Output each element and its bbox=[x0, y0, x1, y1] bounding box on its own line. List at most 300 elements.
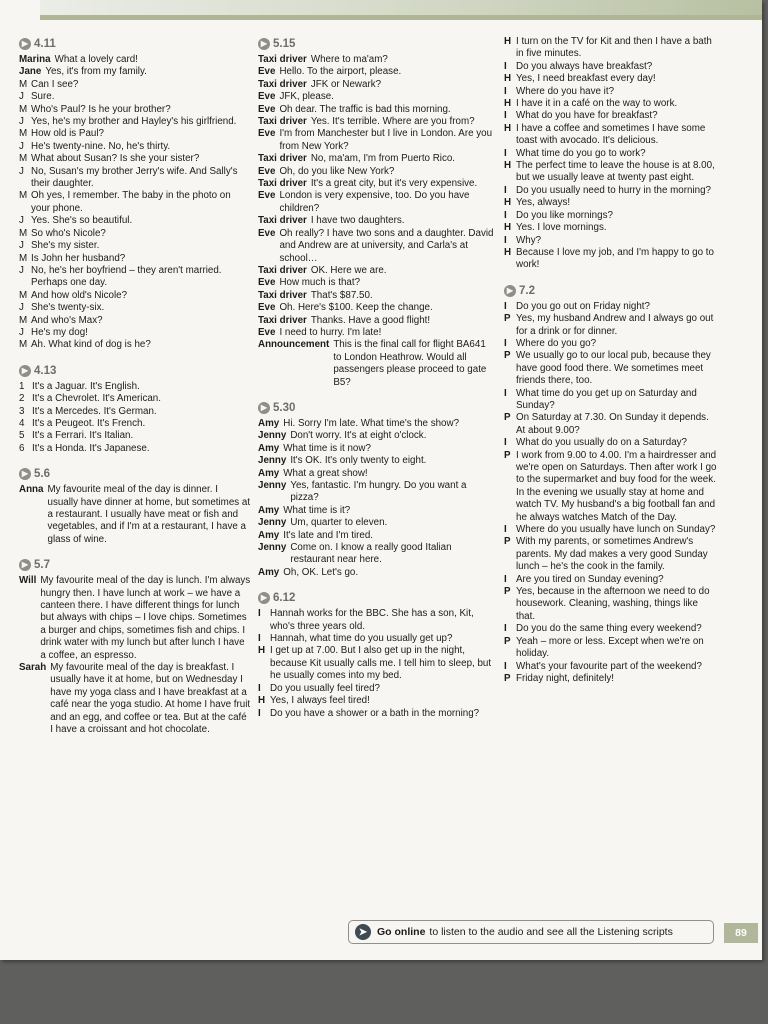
dialogue-line bbox=[504, 536, 718, 573]
transcript-section bbox=[258, 400, 496, 579]
dialogue-line bbox=[258, 66, 496, 78]
section-heading[interactable] bbox=[504, 283, 718, 299]
speaker-label: Amy bbox=[258, 529, 280, 541]
speaker-label: Taxi driver bbox=[258, 289, 307, 301]
speaker-label: Eve bbox=[258, 128, 276, 140]
line-text: And how old's Nicole? bbox=[31, 289, 128, 301]
speaker-label: 2 bbox=[19, 393, 25, 405]
transcript-section bbox=[19, 36, 251, 352]
speaker-label: H bbox=[504, 73, 512, 85]
line-text: Where to ma'am? bbox=[310, 54, 388, 65]
dialogue-line bbox=[258, 228, 496, 265]
speaker-label: P bbox=[504, 313, 511, 325]
line-text: What a great show! bbox=[283, 467, 368, 479]
track-number: 5.30 bbox=[273, 401, 296, 414]
speaker-label: H bbox=[258, 695, 266, 707]
line-text: I work from 9.00 to 4.00. I'm a hairdresser and we're open on Saturdays. Then after work I go to the supermarket and buy food for the week. In the evening we usually stay at home and watch TV. My husband's a big football fan and he always watches Match of the Day. bbox=[516, 449, 717, 523]
speaker-label: M bbox=[19, 339, 28, 351]
dialogue-line bbox=[19, 406, 251, 418]
speaker-label: I bbox=[504, 524, 507, 536]
speaker-label: Amy bbox=[258, 467, 280, 479]
dialogue-line bbox=[258, 166, 496, 178]
line-text: Are you tired on Sunday evening? bbox=[516, 573, 664, 585]
line-text: What about Susan? Is she your sister? bbox=[31, 153, 200, 165]
line-text: I have a coffee and sometimes I have some toast with avocado. It's delicious. bbox=[516, 122, 706, 147]
track-number: 6.12 bbox=[273, 592, 296, 605]
dialogue-line bbox=[258, 178, 496, 190]
speaker-label: P bbox=[504, 412, 511, 424]
speaker-label: I bbox=[504, 184, 507, 196]
line-text: Where do you go? bbox=[516, 337, 597, 349]
dialogue-line bbox=[258, 468, 496, 480]
dialogue-line bbox=[19, 141, 251, 153]
speaker-label: Taxi driver bbox=[258, 153, 307, 165]
dialogue-line bbox=[258, 54, 496, 66]
transcript-section bbox=[504, 283, 718, 686]
dialogue-line bbox=[504, 524, 718, 536]
line-text: What time is it now? bbox=[283, 442, 371, 454]
dialogue-line bbox=[504, 110, 718, 122]
track-number: 7.2 bbox=[519, 284, 535, 297]
section-heading[interactable] bbox=[19, 36, 251, 52]
dialogue-line bbox=[504, 301, 718, 313]
dialogue-line bbox=[504, 574, 718, 586]
line-text: Oh really? I have two sons and a daughter. David and Andrew are at university, and Carla's at school… bbox=[279, 227, 494, 264]
line-text: It's late and I'm tired. bbox=[283, 529, 374, 541]
dialogue-line bbox=[19, 66, 251, 78]
transcript-section bbox=[504, 36, 718, 272]
speaker-label: I bbox=[504, 623, 507, 635]
speaker-label: Taxi driver bbox=[258, 54, 307, 65]
dialogue-line bbox=[19, 484, 251, 546]
dialogue-line bbox=[258, 116, 496, 128]
dialogue-line bbox=[504, 222, 718, 234]
dialogue-line bbox=[19, 418, 251, 430]
dialogue-line bbox=[504, 197, 718, 209]
speaker-label: M bbox=[19, 103, 28, 115]
dialogue-line bbox=[258, 645, 496, 682]
speaker-label: Marina bbox=[19, 54, 51, 65]
line-text: Come on. I know a really good Italian restaurant near here. bbox=[290, 542, 452, 566]
dialogue-line bbox=[504, 247, 718, 272]
speaker-label: M bbox=[19, 153, 28, 165]
dialogue-line bbox=[258, 79, 496, 91]
line-text: Oh, OK. Let's go. bbox=[283, 566, 359, 578]
speaker-label: J bbox=[19, 91, 24, 103]
section-heading[interactable] bbox=[19, 363, 251, 379]
dialogue-line bbox=[19, 443, 251, 455]
dialogue-line bbox=[258, 277, 496, 289]
speaker-label: H bbox=[504, 36, 512, 47]
dialogue-line bbox=[504, 160, 718, 185]
dialogue-line bbox=[19, 190, 251, 215]
dialogue-line bbox=[19, 215, 251, 227]
dialogue-line bbox=[19, 54, 251, 66]
line-text: That's $87.50. bbox=[310, 289, 373, 301]
speaker-label: Taxi driver bbox=[258, 314, 307, 326]
line-text: JFK, please. bbox=[279, 91, 334, 103]
speaker-label: P bbox=[504, 449, 511, 461]
transcript-section bbox=[19, 363, 251, 455]
line-text: Do you go out on Friday night? bbox=[516, 300, 650, 312]
speaker-label: M bbox=[19, 227, 28, 239]
dialogue-line bbox=[504, 61, 718, 73]
audio-play-icon[interactable]: ▶ bbox=[258, 592, 270, 604]
dialogue-line bbox=[258, 418, 496, 430]
transcript-section bbox=[258, 590, 496, 720]
speaker-label: M bbox=[19, 252, 28, 264]
dialogue-line bbox=[19, 91, 251, 103]
speaker-label: P bbox=[504, 350, 511, 362]
speaker-label: H bbox=[504, 122, 512, 134]
dialogue-line bbox=[258, 608, 496, 633]
speaker-label: M bbox=[19, 314, 28, 326]
dialogue-line bbox=[504, 185, 718, 197]
speaker-label: Jenny bbox=[258, 517, 287, 529]
line-text: Hannah works for the BBC. She has a son, Kit, who's three years old. bbox=[270, 608, 474, 632]
line-text: No, Susan's my brother Jerry's wife. And Sally's their daughter. bbox=[31, 165, 238, 190]
line-text: Yes, it's from my family. bbox=[45, 66, 147, 78]
speaker-label: Eve bbox=[258, 277, 276, 289]
dialogue-line bbox=[258, 683, 496, 695]
line-text: My favourite meal of the day is lunch. I'm always hungry then. I have lunch at work – we have a canteen there. I have different things for lunch but always with chips – I love chips. Sometimes a burger and chips, sometimes fish and chips. I drink water with my lunch but after lunch I have a coffee, an espresso. bbox=[40, 575, 251, 661]
line-text: Yes, fantastic. I'm hungry. Do you want a pizza? bbox=[290, 480, 467, 504]
line-text: Hello. To the airport, please. bbox=[279, 66, 402, 78]
speaker-label: I bbox=[504, 209, 507, 221]
line-text: She's twenty-six. bbox=[31, 302, 105, 314]
dialogue-line bbox=[258, 315, 496, 327]
speaker-label: Amy bbox=[258, 417, 280, 429]
dialogue-line bbox=[258, 443, 496, 455]
go-online-text: to listen to the audio and see all the Listening scripts bbox=[429, 926, 673, 938]
line-text: Yes, he's my brother and Hayley's his girlfriend. bbox=[31, 116, 237, 128]
transcript-section bbox=[258, 36, 496, 389]
line-text: What a lovely card! bbox=[54, 54, 138, 65]
dialogue-line bbox=[19, 116, 251, 128]
speaker-label: M bbox=[19, 289, 28, 301]
column-2 bbox=[258, 36, 496, 731]
audio-play-icon[interactable]: ▶ bbox=[19, 559, 31, 571]
line-text: JFK or Newark? bbox=[310, 78, 382, 90]
dialogue-line bbox=[258, 190, 496, 215]
dialogue-line bbox=[504, 36, 718, 61]
dialogue-line bbox=[19, 575, 251, 662]
dialogue-line bbox=[19, 253, 251, 265]
line-text: What do you usually do on a Saturday? bbox=[516, 437, 688, 449]
line-text: Yes, I need breakfast every day! bbox=[516, 73, 656, 85]
speaker-label: P bbox=[504, 536, 511, 548]
line-text: London is very expensive, too. Do you have children? bbox=[279, 190, 470, 214]
speaker-label: I bbox=[504, 300, 507, 312]
dialogue-line bbox=[504, 86, 718, 98]
speaker-label: H bbox=[258, 645, 266, 657]
dialogue-line bbox=[19, 153, 251, 165]
speaker-label: J bbox=[19, 302, 24, 314]
line-text: Yes, always! bbox=[516, 197, 571, 209]
dialogue-line bbox=[258, 708, 496, 720]
dialogue-line bbox=[258, 567, 496, 579]
speaker-label: I bbox=[504, 234, 507, 246]
speaker-label: J bbox=[19, 215, 24, 227]
dialogue-line bbox=[504, 210, 718, 222]
speaker-label: I bbox=[258, 682, 261, 694]
speaker-label: Jenny bbox=[258, 542, 287, 554]
dialogue-line bbox=[504, 673, 718, 685]
audio-play-icon[interactable]: ▶ bbox=[258, 402, 270, 414]
section-heading[interactable] bbox=[19, 557, 251, 573]
dialogue-line bbox=[504, 388, 718, 413]
line-text: Do you always have breakfast? bbox=[516, 60, 653, 72]
speaker-label: Sarah bbox=[19, 662, 47, 674]
speaker-label: Taxi driver bbox=[258, 264, 307, 276]
dialogue-line bbox=[258, 517, 496, 529]
line-text: Can I see? bbox=[31, 78, 79, 90]
line-text: It's a Mercedes. It's German. bbox=[32, 405, 157, 417]
section-heading[interactable] bbox=[258, 590, 496, 606]
line-text: I need to hurry. I'm late! bbox=[279, 326, 382, 338]
line-text: Yes, because in the afternoon we need to do housework. Cleaning, washing, things like that. bbox=[516, 586, 710, 622]
audio-play-icon[interactable]: ▶ bbox=[19, 365, 31, 377]
speaker-label: H bbox=[504, 197, 512, 209]
dialogue-line bbox=[258, 339, 496, 389]
line-text: We usually go to our local pub, because they have good food there. We sometimes meet friends there, too. bbox=[516, 350, 711, 387]
line-text: What's your favourite part of the weekend? bbox=[516, 660, 702, 672]
line-text: No, he's her boyfriend – they aren't married. Perhaps one day. bbox=[31, 264, 222, 289]
speaker-label: H bbox=[504, 98, 512, 110]
speaker-label: Jane bbox=[19, 66, 42, 78]
speaker-label: M bbox=[19, 128, 28, 140]
dialogue-line bbox=[19, 290, 251, 302]
line-text: Who's Paul? Is he your brother? bbox=[31, 103, 171, 115]
speaker-label: J bbox=[19, 116, 24, 128]
line-text: Yes, I always feel tired! bbox=[270, 695, 370, 707]
speaker-label: I bbox=[504, 60, 507, 72]
speaker-label: I bbox=[504, 85, 507, 97]
line-text: Do you usually feel tired? bbox=[270, 682, 381, 694]
dialogue-line bbox=[258, 302, 496, 314]
page-number: 89 bbox=[724, 923, 758, 943]
line-text: I have it in a café on the way to work. bbox=[516, 98, 678, 110]
dialogue-line bbox=[258, 104, 496, 116]
column-3 bbox=[504, 36, 718, 696]
line-text: I get up at 7.00. But I also get up in the night, because Kit usually calls me. I tell him to sleep, but he usually comes into my bed. bbox=[270, 645, 492, 682]
speaker-label: I bbox=[258, 633, 261, 645]
dialogue-line bbox=[19, 240, 251, 252]
line-text: Ah. What kind of dog is he? bbox=[31, 339, 151, 351]
speaker-label: Jenny bbox=[258, 430, 287, 442]
line-text: OK. Here we are. bbox=[310, 264, 387, 276]
dialogue-line bbox=[19, 339, 251, 351]
speaker-label: Eve bbox=[258, 227, 276, 239]
speaker-label: I bbox=[258, 707, 261, 719]
dialogue-line bbox=[19, 265, 251, 290]
speaker-label: P bbox=[504, 635, 511, 647]
audio-play-icon[interactable]: ▶ bbox=[504, 285, 516, 297]
speaker-label: I bbox=[504, 110, 507, 122]
dialogue-line bbox=[258, 430, 496, 442]
speaker-label: Eve bbox=[258, 103, 276, 115]
track-number: 4.11 bbox=[34, 38, 56, 50]
dialogue-line bbox=[19, 327, 251, 339]
line-text: Friday night, definitely! bbox=[516, 672, 615, 684]
line-text: Oh. Here's $100. Keep the change. bbox=[279, 302, 433, 314]
dialogue-line bbox=[504, 313, 718, 338]
line-text: Is John her husband? bbox=[31, 252, 126, 264]
speaker-label: J bbox=[19, 240, 24, 252]
line-text: The perfect time to leave the house is at 8.00, but we usually leave at twenty past eight. bbox=[516, 160, 715, 184]
dialogue-line bbox=[504, 148, 718, 160]
line-text: How much is that? bbox=[279, 277, 361, 289]
dialogue-line bbox=[504, 338, 718, 350]
section-heading[interactable] bbox=[258, 36, 496, 52]
dialogue-line bbox=[504, 623, 718, 635]
line-text: Do you like mornings? bbox=[516, 209, 613, 221]
speaker-label: Eve bbox=[258, 91, 276, 103]
section-heading[interactable] bbox=[19, 466, 251, 482]
dialogue-line bbox=[19, 315, 251, 327]
line-text: On Saturday at 7.30. On Sunday it depends. At about 9.00? bbox=[516, 412, 709, 436]
line-text: Sure. bbox=[31, 91, 55, 103]
track-number: 5.15 bbox=[273, 38, 296, 50]
line-text: She's my sister. bbox=[31, 240, 100, 252]
dialogue-line bbox=[19, 79, 251, 91]
line-text: I have two daughters. bbox=[310, 215, 405, 227]
speaker-label: M bbox=[19, 78, 28, 90]
speaker-label: Jenny bbox=[258, 480, 287, 491]
dialogue-line bbox=[19, 228, 251, 240]
speaker-label: 6 bbox=[19, 442, 25, 454]
speaker-label: Eve bbox=[258, 66, 276, 78]
speaker-label: Amy bbox=[258, 504, 280, 516]
speaker-label: Taxi driver bbox=[258, 78, 307, 90]
speaker-label: I bbox=[504, 387, 507, 399]
line-text: I'm from Manchester but I live in London. Are you from New York? bbox=[279, 128, 493, 152]
line-text: Do you usually need to hurry in the morning? bbox=[516, 184, 711, 196]
section-heading[interactable] bbox=[258, 400, 496, 416]
dialogue-line bbox=[504, 123, 718, 148]
speaker-label: 1 bbox=[19, 380, 25, 392]
speaker-label: J bbox=[19, 264, 24, 276]
line-text: Where do you have it? bbox=[516, 85, 615, 97]
line-text: What time do you get up on Saturday and Sunday? bbox=[516, 387, 697, 411]
column-1 bbox=[19, 36, 251, 748]
line-text: What time is it? bbox=[283, 504, 351, 516]
dialogue-line bbox=[258, 128, 496, 153]
line-text: Um, quarter to eleven. bbox=[290, 517, 388, 529]
line-text: My favourite meal of the day is dinner. I usually have dinner at home, but sometimes at a restaurant. I usually have meat or fish and vegetables, and if I'm at a restaurant, I have a glass of wine. bbox=[47, 484, 251, 545]
dialogue-line bbox=[504, 73, 718, 85]
line-text: Oh yes, I remember. The baby in the photo on your phone. bbox=[31, 190, 231, 214]
dialogue-line bbox=[19, 166, 251, 191]
line-text: My favourite meal of the day is breakfast. I usually have it at home, but on Wednesday I have my yoga class and I have breakfast at a café near the yoga studio. At home I have fruit and an egg, and coffee or tea. But at the café I have a croissant and hot chocolate. bbox=[50, 662, 251, 736]
dialogue-line bbox=[258, 633, 496, 645]
dialogue-line bbox=[504, 661, 718, 673]
audio-play-icon[interactable]: ▶ bbox=[19, 38, 31, 50]
transcript-section bbox=[19, 557, 251, 736]
line-text: What do you have for breakfast? bbox=[516, 110, 658, 122]
dialogue-line bbox=[19, 302, 251, 314]
line-text: I turn on the TV for Kit and then I have a bath in five minutes. bbox=[516, 36, 712, 60]
audio-play-icon[interactable]: ▶ bbox=[19, 468, 31, 480]
dialogue-line bbox=[258, 530, 496, 542]
line-text: He's my dog! bbox=[31, 326, 88, 338]
line-text: It's OK. It's only twenty to eight. bbox=[290, 455, 427, 467]
track-number: 5.6 bbox=[34, 468, 50, 481]
line-text: Yes, my husband Andrew and I always go out for a drink or for dinner. bbox=[516, 313, 714, 337]
speaker-label: Jenny bbox=[258, 455, 287, 467]
dialogue-line bbox=[19, 128, 251, 140]
line-text: Where do you usually have lunch on Sunday? bbox=[516, 524, 716, 536]
speaker-label: Announcement bbox=[258, 339, 330, 351]
line-text: It's a great city, but it's very expensive. bbox=[310, 178, 478, 190]
dialogue-line bbox=[258, 265, 496, 277]
dialogue-line bbox=[504, 98, 718, 110]
speaker-label: I bbox=[504, 147, 507, 159]
transcript-section bbox=[19, 466, 251, 546]
dialogue-line bbox=[19, 381, 251, 393]
top-color-band bbox=[40, 0, 762, 20]
line-text: Thanks. Have a good flight! bbox=[310, 314, 431, 326]
cursor-pointer-icon: ➤ bbox=[355, 924, 371, 940]
speaker-label: 3 bbox=[19, 405, 25, 417]
line-text: Because I love my job, and I'm happy to go to work! bbox=[516, 246, 714, 271]
line-text: With my parents, or sometimes Andrew's parents. My dad makes a very good Sunday lunch – he's the cook in the family. bbox=[516, 536, 708, 573]
track-number: 5.7 bbox=[34, 559, 50, 572]
speaker-label: Will bbox=[19, 575, 37, 587]
dialogue-line bbox=[504, 636, 718, 661]
dialogue-line bbox=[258, 153, 496, 165]
line-text: How old is Paul? bbox=[31, 128, 104, 140]
speaker-label: H bbox=[504, 222, 512, 234]
speaker-label: 5 bbox=[19, 430, 25, 442]
audio-play-icon[interactable]: ▶ bbox=[258, 38, 270, 50]
speaker-label: H bbox=[504, 160, 512, 172]
line-text: He's twenty-nine. No, he's thirty. bbox=[31, 140, 171, 152]
line-text: Hi. Sorry I'm late. What time's the show? bbox=[283, 417, 460, 429]
dialogue-line bbox=[258, 695, 496, 707]
line-text: Why? bbox=[516, 234, 542, 246]
dialogue-line bbox=[258, 542, 496, 567]
dialogue-line bbox=[504, 235, 718, 247]
dialogue-line bbox=[258, 290, 496, 302]
dialogue-line bbox=[504, 586, 718, 623]
speaker-label: Eve bbox=[258, 326, 276, 338]
line-text: Yes. It's terrible. Where are you from? bbox=[310, 116, 475, 128]
line-text: Do you have a shower or a bath in the morning? bbox=[270, 707, 480, 719]
go-online-banner[interactable] bbox=[348, 920, 714, 944]
line-text: Oh dear. The traffic is bad this morning. bbox=[279, 103, 451, 115]
speaker-label: Taxi driver bbox=[258, 116, 307, 128]
line-text: No, ma'am, I'm from Puerto Rico. bbox=[310, 153, 456, 165]
speaker-label: I bbox=[504, 660, 507, 672]
line-text: What time do you go to work? bbox=[516, 147, 646, 159]
dialogue-line bbox=[258, 91, 496, 103]
dialogue-line bbox=[19, 662, 251, 736]
speaker-label: Eve bbox=[258, 190, 276, 202]
speaker-label: M bbox=[19, 190, 28, 202]
go-online-bold: Go online bbox=[377, 926, 426, 938]
dialogue-line bbox=[258, 480, 496, 505]
dialogue-line bbox=[504, 412, 718, 437]
speaker-label: Taxi driver bbox=[258, 215, 307, 227]
dialogue-line bbox=[258, 455, 496, 467]
dialogue-line bbox=[504, 450, 718, 524]
speaker-label: I bbox=[504, 573, 507, 585]
line-text: Do you do the same thing every weekend? bbox=[516, 623, 702, 635]
dialogue-line bbox=[19, 104, 251, 116]
dialogue-line bbox=[19, 430, 251, 442]
speaker-label: P bbox=[504, 672, 511, 684]
